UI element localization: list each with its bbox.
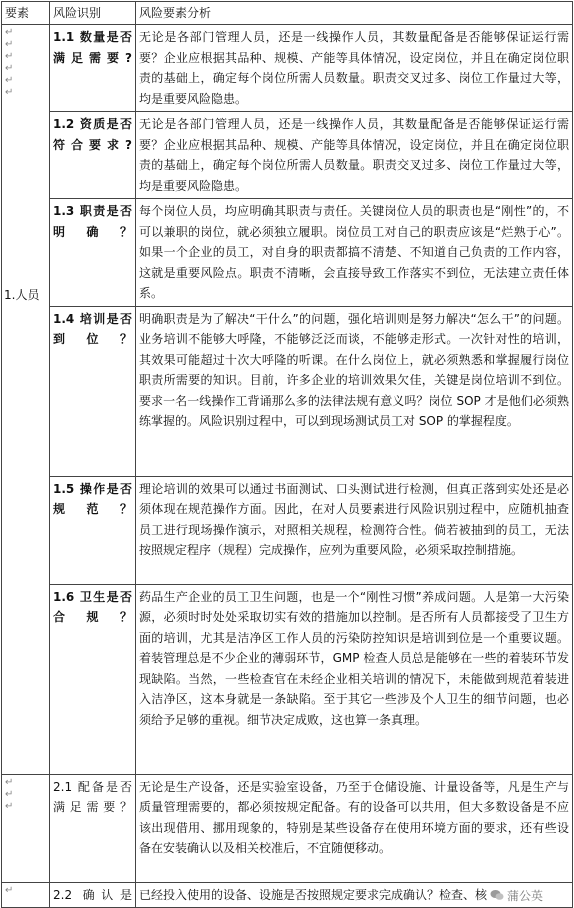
element-cell-equipment xyxy=(2,774,50,882)
paragraph-mark: ↵ xyxy=(5,27,14,38)
paragraph-mark: ↵ xyxy=(5,884,14,896)
table-row xyxy=(2,774,573,882)
watermark xyxy=(490,887,543,904)
table-row xyxy=(2,476,573,584)
analysis-text: 无论是各部门管理人员，还是一线操作人员，其数量配备是否能够保证运行需要？企业应根据其品种、规模、产能等具体情况，设定岗位，并且在确定岗位职责的基础上，确定每个岗位所需人员数量。职责交叉过多、岗位工作量过大等，均是重要风险隐患。 xyxy=(136,25,573,112)
paragraph-mark: ↵ xyxy=(5,87,14,98)
table-row xyxy=(2,199,573,307)
analysis-text: 明确职责是为了解决“干什么”的问题，强化培训则是努力解决“怎么干”的问题。业务培训不能够大呼隆，不能够泛泛而谈，不能够走形式。一次针对性的培训，其效果可能超过十次大呼隆的听课。在什么岗位上，就必须熟悉和掌握履行岗位职责所需要的知识。目前，许多企业的培训效果欠佳，关键是岗位培训不到位。要求一名一线操作工背诵那么多的法律法规有意义吗？岗位 SOP 才是他们必须熟练掌握的。风险识别过程中，可以到现场测试员工对 SOP 的掌握程度。 xyxy=(136,306,573,476)
table-row xyxy=(2,25,573,112)
risk-item: 2.2 确认是 xyxy=(50,882,136,908)
header-risk-id: 风险识别 xyxy=(50,2,136,25)
paragraph-mark: ↵ xyxy=(5,788,14,800)
risk-item: 1.6 卫生是否合规？ xyxy=(50,584,136,774)
risk-item: 2.1 配备是否满足需要？ xyxy=(50,774,136,882)
paragraph-mark: ↵ xyxy=(5,51,14,62)
header-element: 要素 xyxy=(2,2,50,25)
paragraph-mark: ↵ xyxy=(5,75,14,86)
table-row xyxy=(2,112,573,199)
risk-table xyxy=(1,1,573,908)
analysis-text: 已经投入使用的设备、设施是否按照规定要求完成确认？检查、核 xyxy=(136,882,573,908)
risk-item: 1.1 数量是否满足需要? xyxy=(50,25,136,112)
risk-item: 1.2 资质是否符合要求? xyxy=(50,112,136,199)
paragraph-mark: ↵ xyxy=(5,39,14,50)
paragraph-mark: ↵ xyxy=(5,63,14,74)
analysis-text: 药品生产企业的员工卫生问题，也是一个“刚性习惯”养成问题。人是第一大污染源，必须时时处处采取切实有效的措施加以控制。是否所有人员都接受了卫生方面的培训，尤其是洁净区工作人员的污染防控知识是培训到位是一个重要议题。着装管理总是不少企业的薄弱环节，GMP 检查人员总是能够在一些的着装环节发现缺陷。当然，一些检查官在未经企业相关培训的情况下，未能做到规范着装进入洁净区，这本身就是一条缺陷。至于其它一些涉及个人卫生的细节问题，也必须给予足够的重视。细节决定成败，这也算一条真理。 xyxy=(136,584,573,774)
element-cell-people xyxy=(2,25,50,775)
element-cell-empty xyxy=(2,882,50,908)
risk-item: 1.5 操作是否规范？ xyxy=(50,476,136,584)
analysis-text: 无论是生产设备，还是实验室设备，乃至于仓储设施、计量设备等，凡是生产与质量管理需要的，都必须按规定配备。有的设备可以共用，但大多数设备是不应该出现借用、挪用现象的，特别是某些设备存在使用环境方面的要求，还有些设备在安装确认以及相关校准后，不宜随便移动。 xyxy=(136,774,573,882)
paragraph-mark: ↵ xyxy=(5,800,14,812)
analysis-text: 每个岗位人员，均应明确其职责与责任。关键岗位人员的职责也是“刚性”的，不可以兼职的岗位，就必须独立履职。岗位员工对自己的职责应该是“烂熟于心”。如果一个企业的员工，对自身的职责都搞不清楚、不知道自己负责的工作内容，这就是重要风险点。职责不清晰，会直接导致工作落实不到位，无法建立责任体系。 xyxy=(136,199,573,307)
header-row xyxy=(2,2,573,25)
chat-icon xyxy=(490,889,504,901)
header-analysis: 风险要素分析 xyxy=(136,2,573,25)
risk-item: 1.4 培训是否到位？ xyxy=(50,306,136,476)
table-row xyxy=(2,882,573,908)
table-row xyxy=(2,306,573,476)
risk-item: 1.3 职责是否明确？ xyxy=(50,199,136,307)
analysis-text: 无论是各部门管理人员，还是一线操作人员，其数量配备是否能够保证运行需要？企业应根据其品种、规模、产能等具体情况，设定岗位，并且在确定岗位职责的基础上，确定每个岗位所需人员数量。职责交叉过多、岗位工作量过大等，均是重要风险隐患。 xyxy=(136,112,573,199)
analysis-text: 理论培训的效果可以通过书面测试、口头测试进行检测，但真正落到实处还是必须体现在规范操作方面。因此，在对人员要素进行风险识别过程中，应随机抽查员工进行现场操作演示，对照相关规程，检测符合性。倘若被抽到的员工，无法按照规定程序（规程）完成操作，应列为重要风险，必须采取控制措施。 xyxy=(136,476,573,584)
element-label: 1.人员 xyxy=(4,288,40,302)
table-row xyxy=(2,584,573,774)
paragraph-mark: ↵ xyxy=(5,776,14,788)
watermark-text: 蒲公英 xyxy=(507,889,544,903)
